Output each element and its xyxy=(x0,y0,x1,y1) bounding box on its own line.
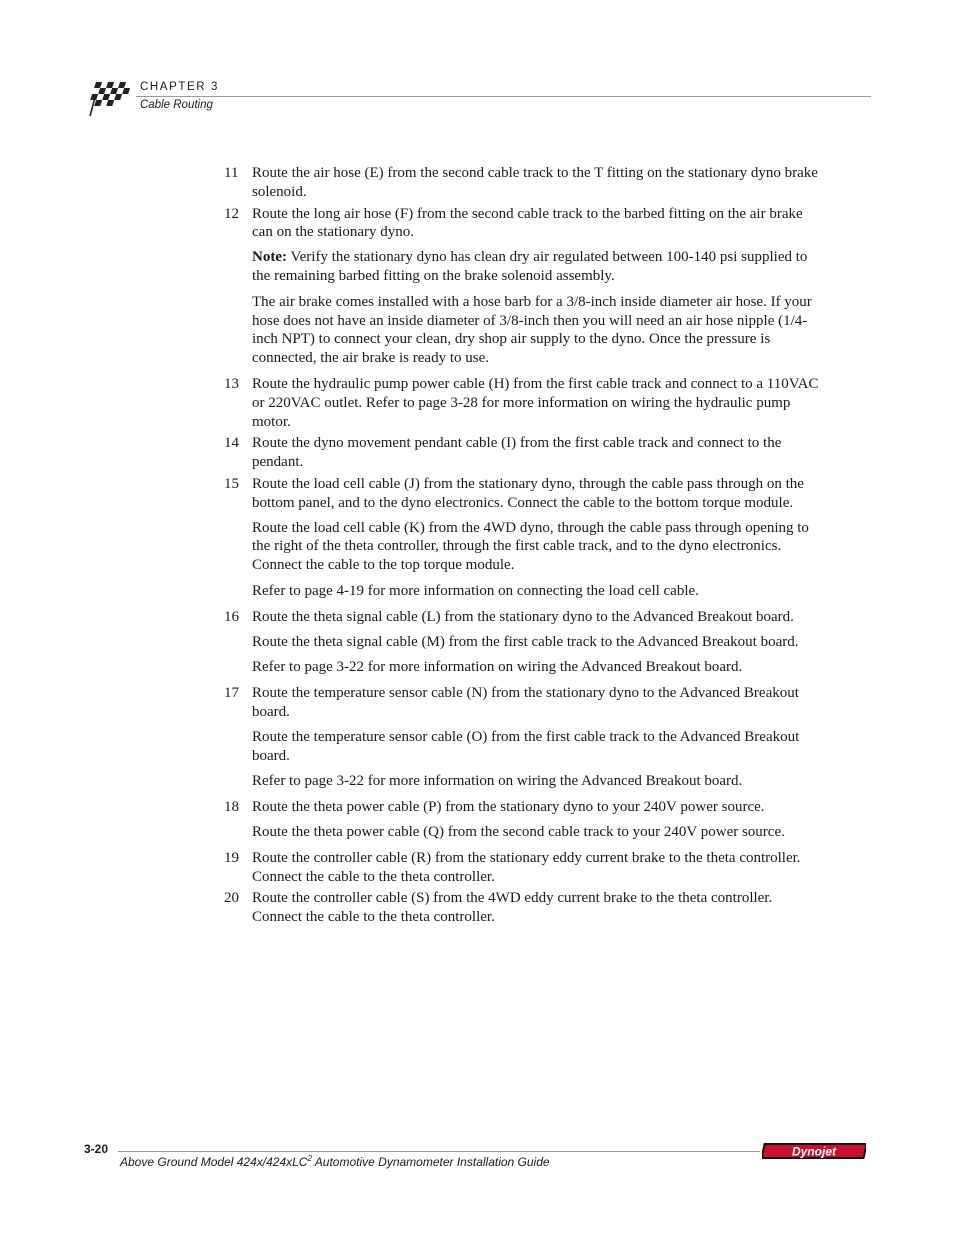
step-text: Route the theta power cable (P) from the stationary dyno to your 240V power source. xyxy=(252,799,765,816)
step-11 xyxy=(224,164,824,202)
footer-title xyxy=(120,1154,550,1169)
step-number: 16 xyxy=(224,608,239,625)
temp-sensor-reference: Refer to page 3-22 for more information on wiring the Advanced Breakout board. xyxy=(252,773,743,790)
step-text: Route the hydraulic pump power cable (H) from the first cable track and connect to a 110VAC or 220VAC outlet. Refer to page 3-28 for more information on wiring the hydraulic pump motor. xyxy=(252,375,819,430)
theta-signal-m-paragraph: Route the theta signal cable (M) from the first cable track to the Advanced Breakout board. xyxy=(252,633,799,650)
step-number: 17 xyxy=(224,685,239,702)
step-text: Route the air hose (E) from the second cable track to the T fitting on the stationary dyno brake solenoid. xyxy=(252,165,818,200)
theta-power-q-paragraph: Route the theta power cable (Q) from the second cable track to your 240V power source. xyxy=(252,823,785,840)
header-rule xyxy=(136,96,871,97)
load-cell-k-paragraph: Route the load cell cable (K) from the 4WD dyno, through the cable pass through opening to the right of the theta controller, through the first cable track, and to the dyno electronics. Connect the cable to the top torque module. xyxy=(252,519,809,574)
air-brake-paragraph: The air brake comes installed with a hose barb for a 3/8-inch inside diameter air hose. If your hose does not have an inside diameter of 3/8-inch then you will need an air hose nipple (1/4-inch NPT) to connect your clean, dry shop air supply to the dyno. Once the pressure is connected, the air brake is ready to use. xyxy=(252,293,812,367)
instruction-list xyxy=(224,164,824,930)
step-20 xyxy=(224,889,824,927)
step-number: 13 xyxy=(224,375,239,392)
step-text: Route the load cell cable (J) from the stationary dyno, through the cable pass through on the bottom panel, and to the dyno electronics. Connect the cable to the bottom torque module. xyxy=(252,475,804,511)
note-paragraph xyxy=(224,248,824,286)
step-15 xyxy=(224,475,824,513)
step-text: Route the controller cable (R) from the stationary eddy current brake to the theta controller. Connect the cable to the theta controller. xyxy=(252,849,801,885)
step-number: 20 xyxy=(224,890,239,907)
footer-rule xyxy=(118,1151,760,1152)
step-12 xyxy=(224,205,824,243)
step-17 xyxy=(224,684,824,722)
page-number: 3-20 xyxy=(84,1142,109,1156)
step-16 xyxy=(224,608,824,627)
step-number: 12 xyxy=(224,205,239,222)
step-text: Route the temperature sensor cable (N) from the stationary dyno to the Advanced Breakout board. xyxy=(252,685,799,720)
note-label: Note: xyxy=(252,249,287,266)
step-number: 18 xyxy=(224,799,239,816)
footer-title-prefix: Above Ground Model 424x/424xLC xyxy=(120,1155,308,1169)
chapter-label: CHAPTER 3 xyxy=(140,81,219,93)
brand-name: Dynojet xyxy=(791,1144,837,1159)
step-number: 19 xyxy=(224,849,239,866)
temp-sensor-o-paragraph: Route the temperature sensor cable (O) from the first cable track to the Advanced Breakout board. xyxy=(252,728,800,764)
step-number: 14 xyxy=(224,435,239,452)
step-number: 15 xyxy=(224,475,239,492)
footer-title-suffix: Automotive Dynamometer Installation Guide xyxy=(311,1155,550,1169)
note-text: Verify the stationary dyno has clean dry air regulated between 100-140 psi supplied to the remaining barbed fitting on the brake solenoid assembly. xyxy=(252,249,808,284)
step-text: Route the controller cable (S) from the 4WD eddy current brake to the theta controller. Connect the cable to the theta controller. xyxy=(252,890,773,926)
step-13 xyxy=(224,375,824,431)
step-text: Route the long air hose (F) from the second cable track to the barbed fitting on the air brake can on the stationary dyno. xyxy=(252,205,803,241)
theta-signal-reference: Refer to page 3-22 for more information on wiring the Advanced Breakout board. xyxy=(252,659,743,676)
step-number: 11 xyxy=(224,165,239,181)
step-19 xyxy=(224,849,824,887)
dynojet-logo xyxy=(762,1142,866,1160)
step-text: Route the dyno movement pendant cable (I) from the first cable track and connect to the pendant. xyxy=(252,435,782,471)
checkered-flag-logo xyxy=(84,76,132,118)
step-text: Route the theta signal cable (L) from the stationary dyno to the Advanced Breakout board. xyxy=(252,608,794,625)
step-14 xyxy=(224,434,824,472)
load-cell-reference: Refer to page 4-19 for more information on connecting the load cell cable. xyxy=(252,582,699,599)
section-title: Cable Routing xyxy=(140,99,213,111)
step-18 xyxy=(224,798,824,817)
footer-title-sup: 2 xyxy=(307,1154,312,1163)
